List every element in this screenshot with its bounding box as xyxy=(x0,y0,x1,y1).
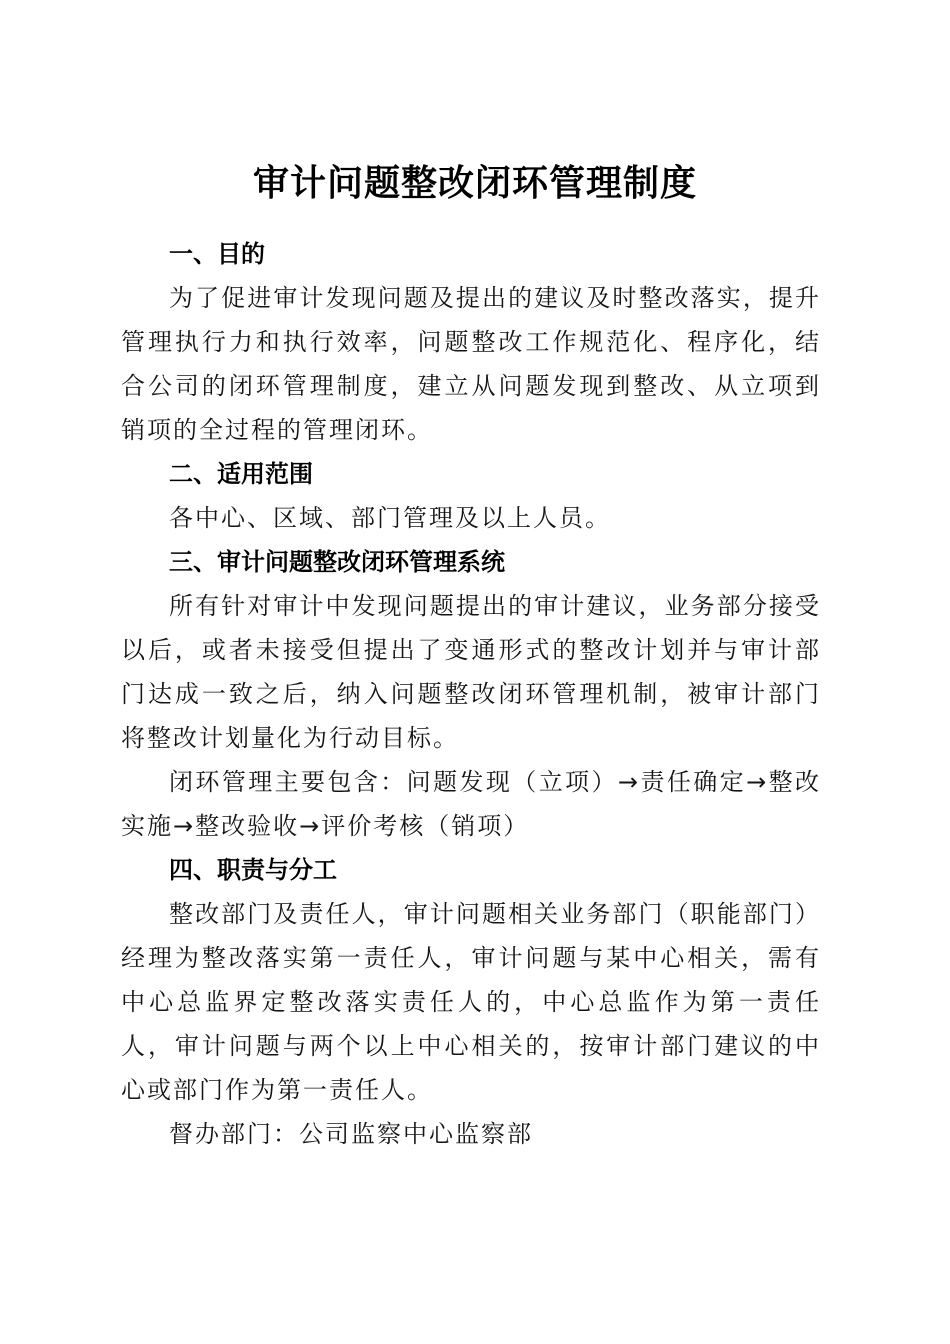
paragraph: 各中心、区域、部门管理及以上人员。 xyxy=(169,504,611,532)
paragraph: 督办部门：公司监察中心监察部 xyxy=(169,1120,533,1148)
section-purpose xyxy=(121,232,821,452)
document-body xyxy=(121,232,821,1156)
document-title: 审计问题整改闭环管理制度 xyxy=(252,163,697,205)
section-heading: 四、职责与分工 xyxy=(169,856,337,884)
paragraph: 为了促进审计发现问题及提出的建议及时整改落实，提升管理执行力和执行效率，问题整改工作规范化、程序化，结合公司的闭环管理制度，建立从问题发现到整改、从立项到销项的全过程的管理闭环。 xyxy=(121,284,821,444)
section-heading: 二、适用范围 xyxy=(169,460,313,488)
section-responsibilities xyxy=(121,848,821,1156)
paragraph: 整改部门及责任人，审计问题相关业务部门（职能部门）经理为整改落实第一责任人，审计问题与某中心相关，需有中心总监界定整改落实责任人的，中心总监作为第一责任人，审计问题与两个以上中心相关的，按审计部门建议的中心或部门作为第一责任人。 xyxy=(121,900,821,1104)
paragraph: 闭环管理主要包含：问题发现（立项）→责任确定→整改实施→整改验收→评价考核（销项） xyxy=(121,768,821,840)
section-heading: 一、目的 xyxy=(169,240,265,268)
paragraph: 所有针对审计中发现问题提出的审计建议，业务部分接受以后，或者未接受但提出了变通形式的整改计划并与审计部门达成一致之后，纳入问题整改闭环管理机制，被审计部门将整改计划量化为行动目标。 xyxy=(121,592,821,752)
section-heading: 三、审计问题整改闭环管理系统 xyxy=(169,548,505,576)
section-scope xyxy=(121,452,821,540)
section-system xyxy=(121,540,821,848)
